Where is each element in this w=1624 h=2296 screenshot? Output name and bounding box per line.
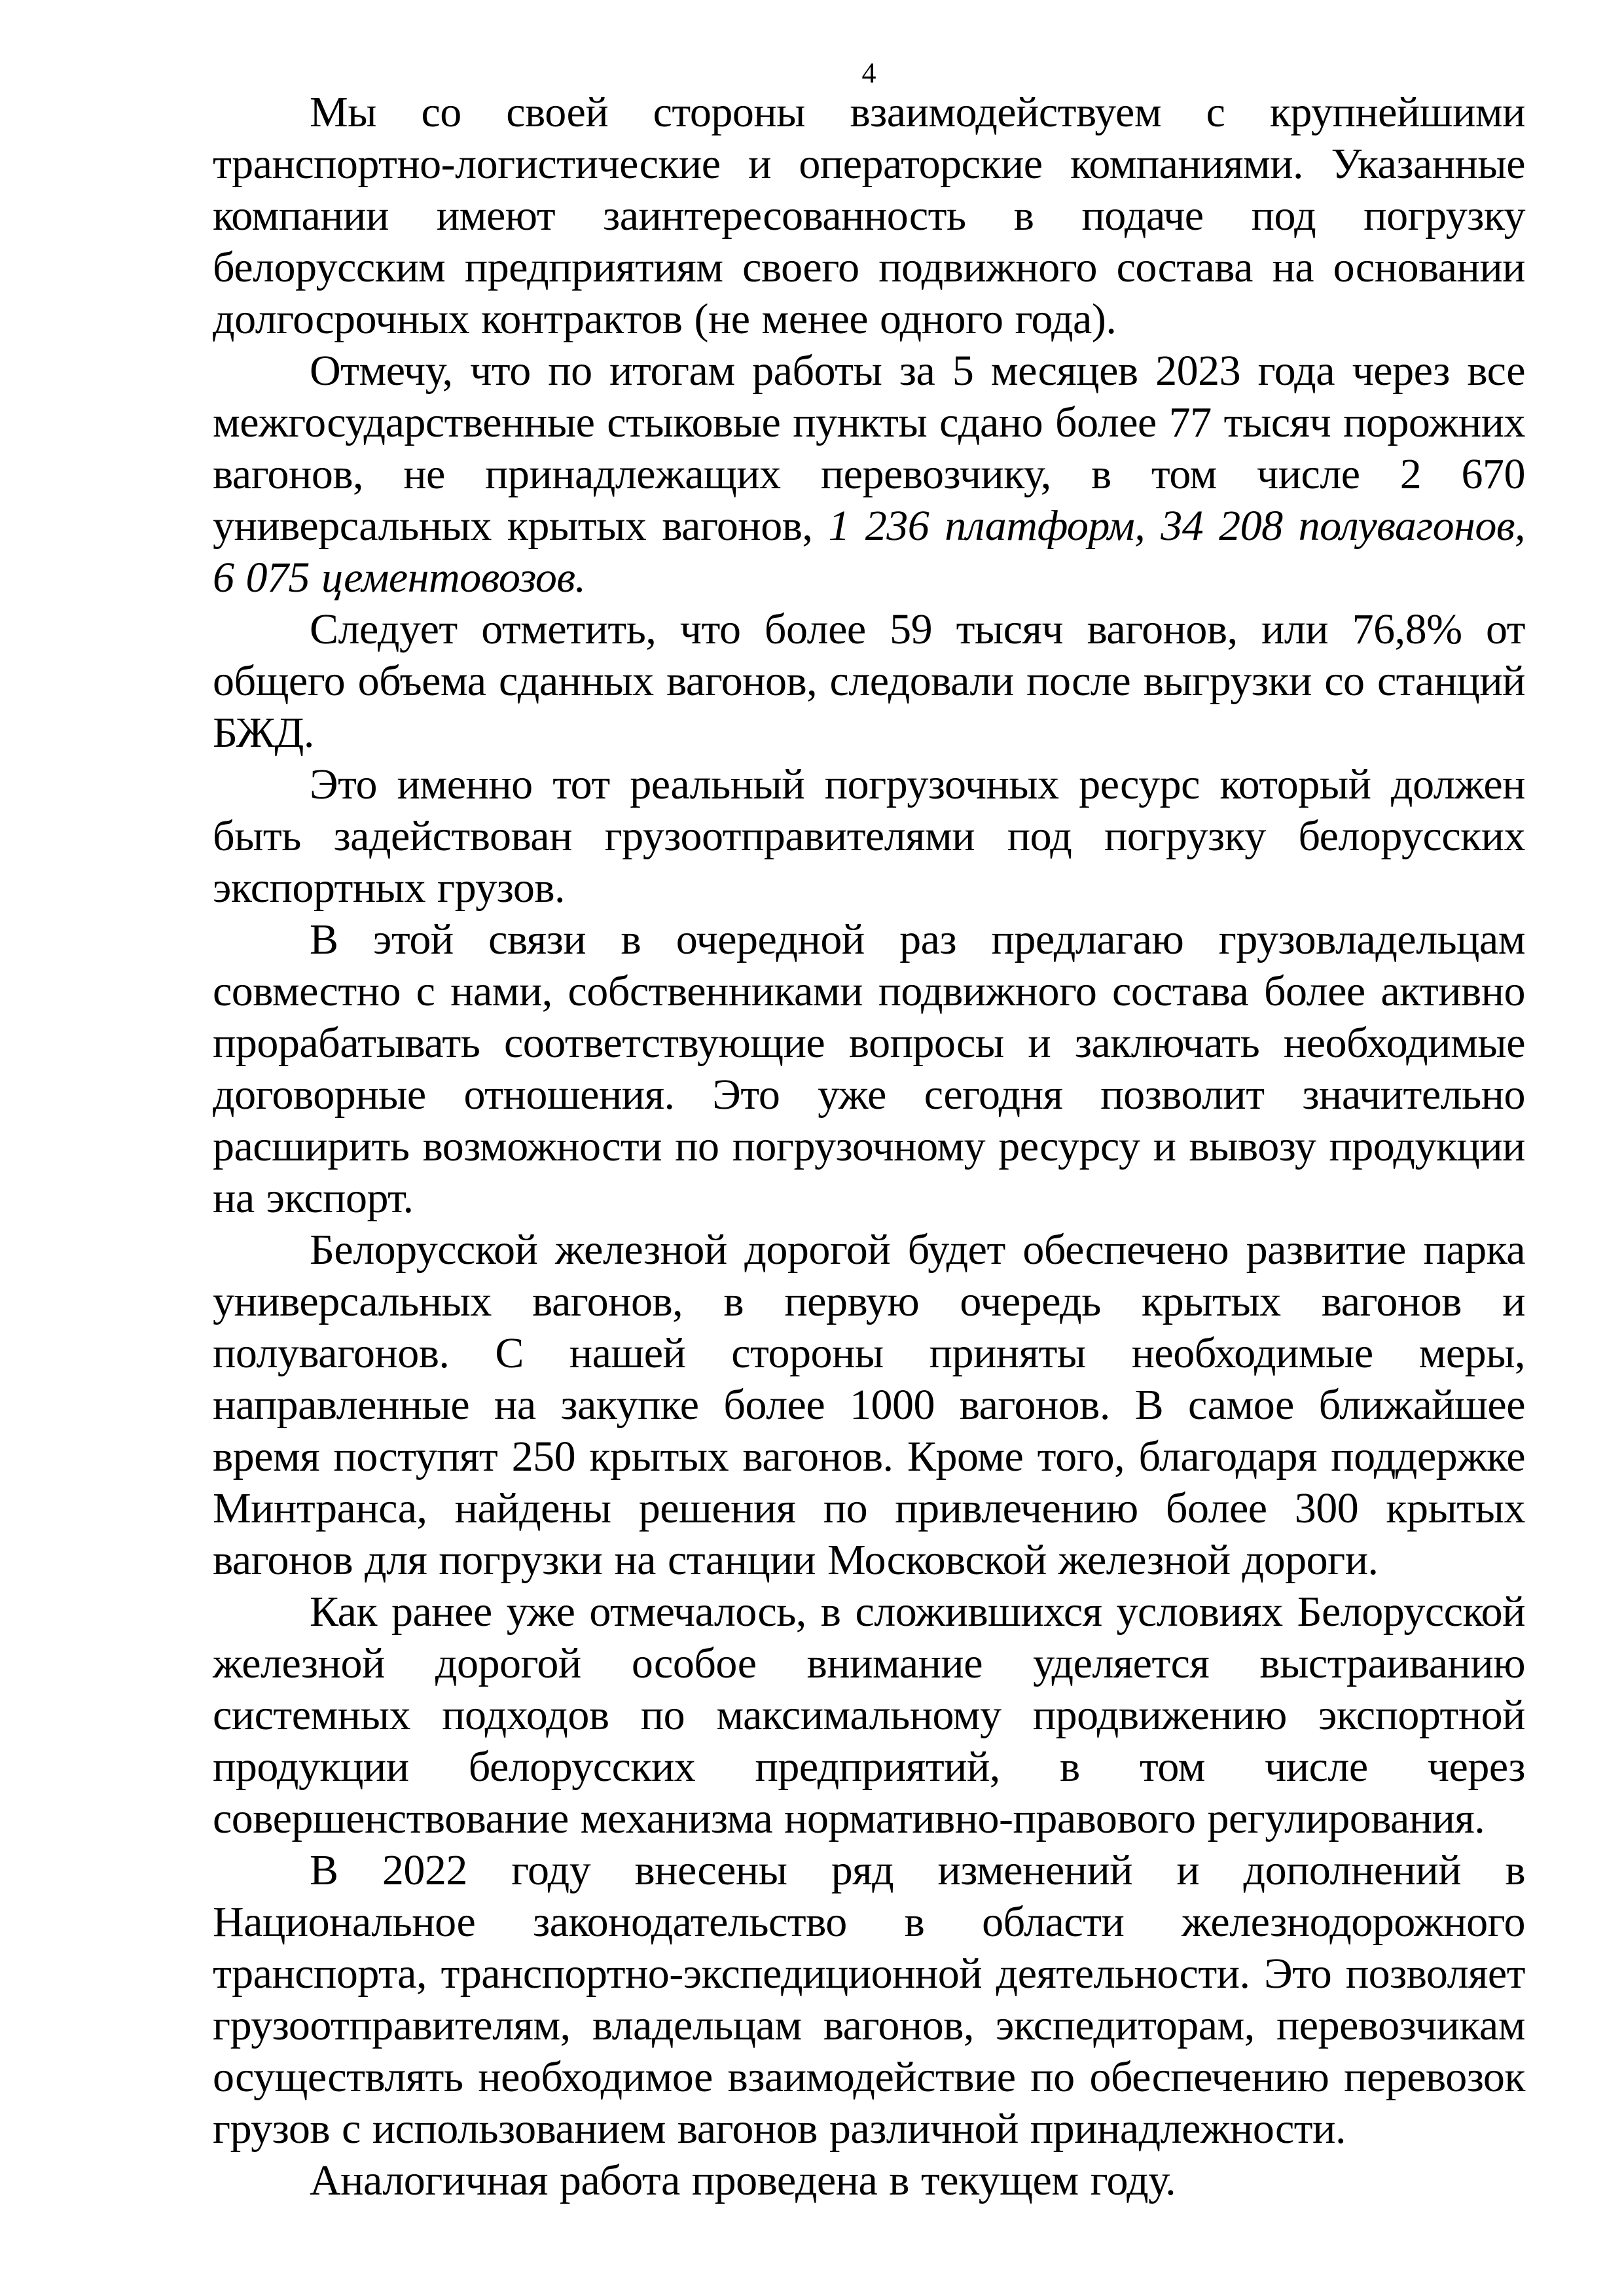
paragraph <box>213 1844 1525 2155</box>
paragraph <box>213 914 1525 1224</box>
text-run: Белорусской железной дорогой будет обеспечено развитие парка универсальных вагонов, в первую очередь крытых вагонов и полувагонов. С нашей стороны приняты необходимые меры, направленные на закупке более 1000 вагонов. В самое ближайшее время поступят 250 крытых вагонов. Кроме того, благодаря поддержке Минтранса, найдены решения по привлечению более 300 крытых вагонов для погрузки на станции Московской железной дороги. <box>213 1226 1525 1584</box>
italic-text-run: 1 236 платформ, 34 208 полувагонов, 6 075 цементовозов. <box>213 502 1525 601</box>
paragraph <box>213 86 1525 345</box>
text-run: Мы со своей стороны взаимодействуем с крупнейшими транспортно-логистические и операторские компаниями. Указанные компании имеют заинтересованность в подаче под погрузку белорусским предприятиям своего подвижного состава на основании долгосрочных контрактов (не менее одного года). <box>213 88 1525 343</box>
document-body <box>213 86 1525 2206</box>
text-run: В этой связи в очередной раз предлагаю грузовладельцам совместно с нами, собственниками подвижного состава более активно прорабатывать соответствующие вопросы и заключать необходимые договорные отношения. Это уже сегодня позволит значительно расширить возможности по погрузочному ресурсу и вывозу продукции на экспорт. <box>213 916 1525 1222</box>
paragraph <box>213 603 1525 759</box>
text-run: Аналогичная работа проведена в текущем году. <box>310 2157 1176 2204</box>
paragraph <box>213 345 1525 603</box>
paragraph <box>213 1586 1525 1844</box>
text-run: В 2022 году внесены ряд изменений и дополнений в Национальное законодательство в области железнодорожного транспорта, транспортно-экспедиционной деятельности. Это позволяет грузоотправителям, владельцам вагонов, экспедиторам, перевозчикам осуществлять необходимое взаимодействие по обеспечению перевозок грузов с использованием вагонов различной принадлежности. <box>213 1846 1525 2153</box>
paragraph <box>213 1224 1525 1586</box>
text-run: Это именно тот реальный погрузочных ресурс который должен быть задействован грузоотправителями под погрузку белорусских экспортных грузов. <box>213 761 1525 912</box>
text-run: Следует отметить, что более 59 тысяч вагонов, или 76,8% от общего объема сданных вагонов, следовали после выгрузки со станций БЖД. <box>213 605 1525 757</box>
page-number: 4 <box>861 57 876 89</box>
text-run: Отмечу, что по итогам работы за 5 месяцев 2023 года через все межгосударственные стыковые пункты сдано более 77 тысяч порожних вагонов, не принадлежащих перевозчику, в том числе 2 670 универсальных крытых вагонов, <box>213 347 1525 550</box>
text-run: Как ранее уже отмечалось, в сложившихся условиях Белорусской железной дорогой особое внимание уделяется выстраиванию системных подходов по максимальному продвижению экспортной продукции белорусских предприятий, в том числе через совершенствование механизма нормативно-правового регулирования. <box>213 1588 1525 1842</box>
paragraph <box>213 2155 1525 2206</box>
paragraph <box>213 759 1525 914</box>
